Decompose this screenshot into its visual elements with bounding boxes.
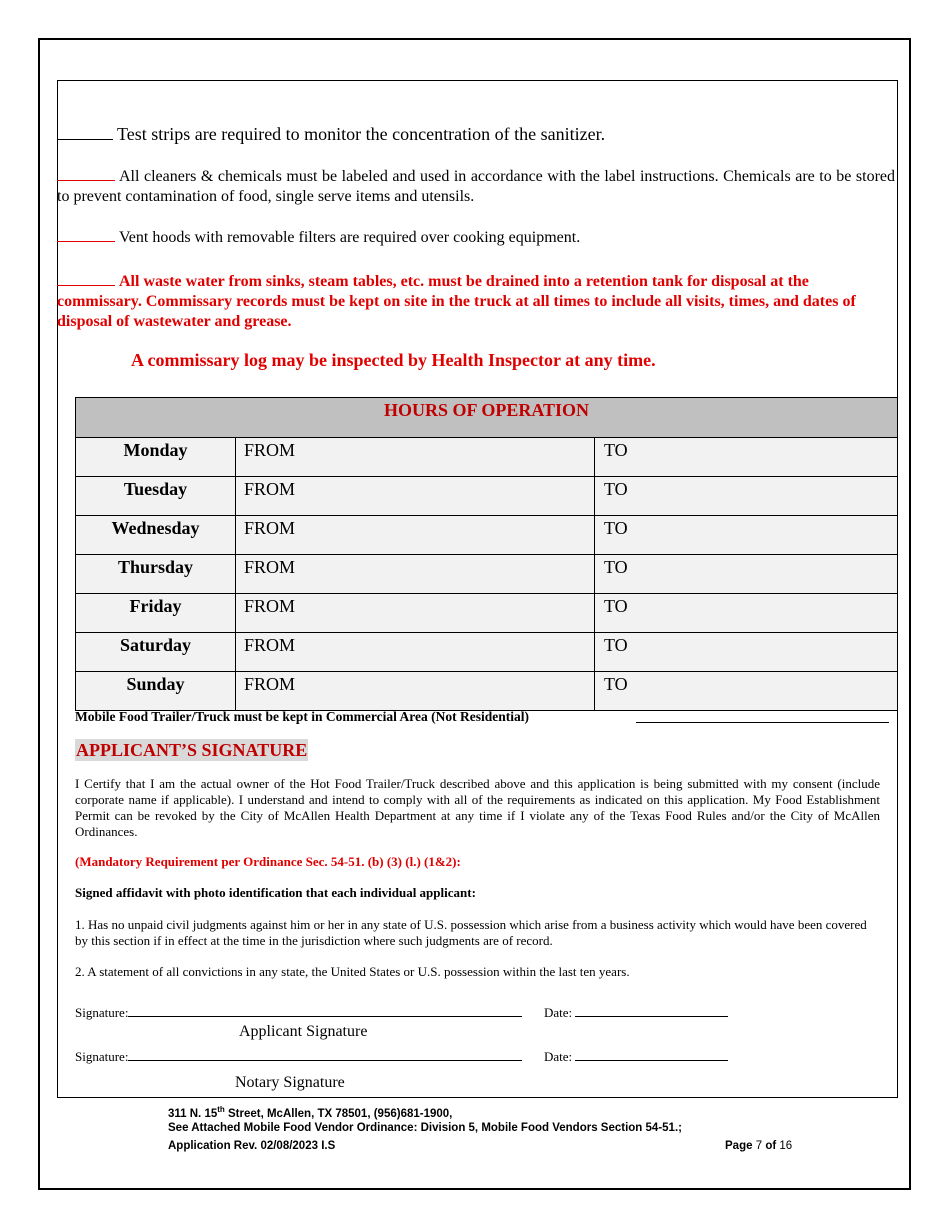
table-row: [76, 438, 898, 477]
checklist-item-test-strips: Test strips are required to monitor the concentration of the sanitizer.: [57, 124, 895, 144]
checklist-item-waste-water: All waste water from sinks, steam tables, etc. must be drained into a retention tank for disposal at the commissary. Commissary records must be kept on site in the truck at all times to include all visits, times, and dates of disposal of wastewater and grease.: [57, 273, 856, 330]
table-row: [76, 633, 898, 672]
from-field[interactable]: FROM: [236, 672, 595, 711]
date-row-notary: Date:: [544, 1049, 728, 1065]
notary-signature-caption: Notary Signature: [235, 1074, 345, 1091]
hours-title: HOURS OF OPERATION: [76, 398, 898, 438]
day-label: Friday: [76, 594, 236, 633]
check-blank[interactable]: [57, 125, 113, 140]
from-field[interactable]: FROM: [236, 555, 595, 594]
notary-date-field[interactable]: [575, 1049, 728, 1061]
mandatory-requirement: (Mandatory Requirement per Ordinance Sec. 54-51. (b) (3) (l.) (1&2):: [75, 854, 461, 869]
footer-revision: Application Rev. 02/08/2023 I.S: [168, 1140, 336, 1152]
footer-ordinance: See Attached Mobile Food Vendor Ordinance: Division 5, Mobile Food Vendors Section 54-51.;: [168, 1122, 682, 1134]
day-label: Saturday: [76, 633, 236, 672]
table-row: [76, 555, 898, 594]
from-field[interactable]: FROM: [236, 633, 595, 672]
checklist-item-vent-hoods: Vent hoods with removable filters are required over cooking equipment.: [57, 227, 895, 248]
commercial-area-line[interactable]: [636, 722, 889, 723]
affidavit-text: Signed affidavit with photo identification that each individual applicant:: [75, 885, 476, 900]
checklist-item-chemicals: All cleaners & chemicals must be labeled and used in accordance with the label instructions. Chemicals are to be stored to prevent contamination of food, single serve items and utensils.: [57, 168, 895, 205]
certify-text: I Certify that I am the actual owner of the Hot Food Trailer/Truck described above and this application is being submitted with my consent (include corporate name if applicable). I understand and intend to comply with all of the requirements as indicated on this application. My Food Establishment Permit can be revoked by the City of McAllen Health Department at any time if I violate any of the Texas Food Rules and/or the City of McAllen Ordinances.: [75, 776, 880, 839]
from-field[interactable]: FROM: [236, 516, 595, 555]
date-row-applicant: Date:: [544, 1005, 728, 1021]
to-field[interactable]: TO: [595, 633, 898, 672]
day-label: Monday: [76, 438, 236, 477]
to-field[interactable]: TO: [595, 516, 898, 555]
from-field[interactable]: FROM: [236, 477, 595, 516]
day-label: Sunday: [76, 672, 236, 711]
page-number: Page 7 of 16: [725, 1140, 793, 1152]
check-blank[interactable]: [57, 166, 115, 181]
to-field[interactable]: TO: [595, 555, 898, 594]
table-row: [76, 477, 898, 516]
applicant-signature-field[interactable]: [128, 1005, 522, 1017]
from-field[interactable]: FROM: [236, 594, 595, 633]
to-field[interactable]: TO: [595, 438, 898, 477]
to-field[interactable]: TO: [595, 477, 898, 516]
check-blank[interactable]: [57, 271, 115, 286]
table-row: [76, 594, 898, 633]
applicant-date-field[interactable]: [575, 1005, 728, 1017]
applicant-signature-caption: Applicant Signature: [239, 1023, 368, 1040]
requirement-point-1: 1. Has no unpaid civil judgments against him or her in any state of U.S. possession which arise from a business activity which would have been covered by this section if in effect at the time in the jurisdiction where such judgments are of record.: [75, 917, 867, 948]
day-label: Wednesday: [76, 516, 236, 555]
hours-table: [75, 397, 898, 711]
commercial-area-note: Mobile Food Trailer/Truck must be kept in Commercial Area (Not Residential): [75, 709, 529, 724]
applicant-signature-heading: APPLICANT’S SIGNATURE: [76, 740, 308, 760]
to-field[interactable]: TO: [595, 594, 898, 633]
day-label: Tuesday: [76, 477, 236, 516]
requirement-point-2: 2. A statement of all convictions in any state, the United States or U.S. possession within the last ten years.: [75, 964, 630, 979]
table-row: [76, 516, 898, 555]
footer-address: 311 N. 15th Street, McAllen, TX 78501, (956)681-1900,: [168, 1105, 453, 1120]
to-field[interactable]: TO: [595, 672, 898, 711]
from-field[interactable]: FROM: [236, 438, 595, 477]
commissary-note: A commissary log may be inspected by Health Inspector at any time.: [131, 350, 656, 370]
day-label: Thursday: [76, 555, 236, 594]
signature-row-notary: Signature:: [75, 1049, 522, 1065]
notary-signature-field[interactable]: [128, 1049, 522, 1061]
table-row: [76, 672, 898, 711]
check-blank[interactable]: [57, 227, 115, 242]
signature-row-applicant: Signature:: [75, 1005, 522, 1021]
